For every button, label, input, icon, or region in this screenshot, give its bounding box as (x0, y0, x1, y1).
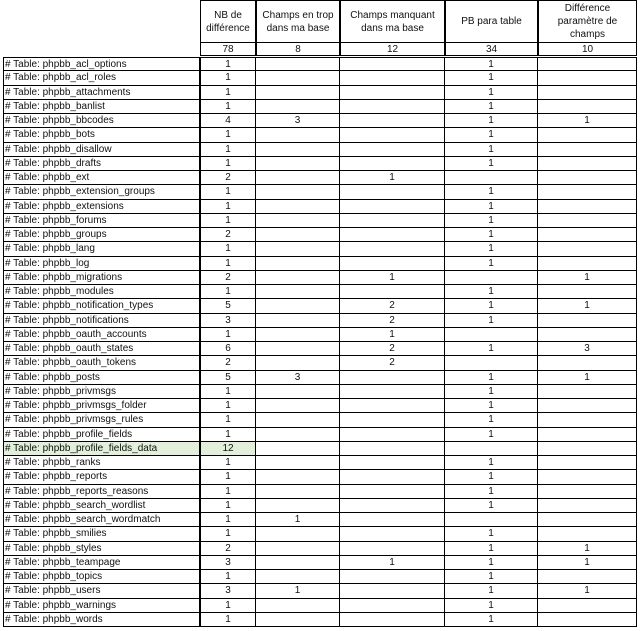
table-row (3, 399, 637, 413)
table-row (3, 185, 637, 199)
column-header-1[interactable]: NB de différence (200, 0, 256, 42)
value-cell-1[interactable]: 12 (200, 442, 256, 456)
value-cell-3[interactable] (340, 584, 445, 598)
value-cell-5[interactable] (538, 399, 637, 413)
table-row (3, 542, 637, 556)
value-cell-2[interactable] (256, 271, 340, 285)
table-row (3, 242, 637, 256)
total-cell-5[interactable]: 10 (538, 42, 637, 56)
column-header-5[interactable]: Différence paramètre de champs (538, 0, 637, 42)
value-cell-4[interactable]: 1 (445, 157, 538, 171)
value-cell-4[interactable]: 1 (445, 570, 538, 584)
total-cell-1[interactable]: 78 (200, 42, 256, 56)
value-cell-4[interactable]: 1 (445, 100, 538, 114)
table-name-cell[interactable]: # Table: phpbb_topics (3, 570, 200, 584)
value-cell-5[interactable] (538, 242, 637, 256)
table-name-cell[interactable]: # Table: phpbb_warnings (3, 599, 200, 613)
value-cell-3[interactable] (340, 485, 445, 499)
value-cell-3[interactable] (340, 214, 445, 228)
value-cell-5[interactable] (538, 413, 637, 427)
value-cell-5[interactable] (538, 385, 637, 399)
value-cell-4[interactable]: 1 (445, 470, 538, 484)
value-cell-3[interactable]: 1 (340, 271, 445, 285)
value-cell-5[interactable] (538, 513, 637, 527)
value-cell-3[interactable] (340, 499, 445, 513)
value-cell-1[interactable]: 4 (200, 114, 256, 128)
value-cell-2[interactable] (256, 413, 340, 427)
value-cell-1[interactable]: 1 (200, 599, 256, 613)
total-cell-2[interactable]: 8 (256, 42, 340, 56)
value-cell-1[interactable]: 2 (200, 542, 256, 556)
table-name-cell[interactable]: # Table: phpbb_acl_options (3, 57, 200, 71)
value-cell-2[interactable] (256, 57, 340, 71)
table-row (3, 385, 637, 399)
value-cell-3[interactable] (340, 371, 445, 385)
table-name-cell[interactable]: # Table: phpbb_acl_roles (3, 71, 200, 85)
value-cell-1[interactable]: 1 (200, 100, 256, 114)
table-name-cell[interactable]: # Table: phpbb_oauth_tokens (3, 356, 200, 370)
table-name-cell[interactable]: # Table: phpbb_styles (3, 542, 200, 556)
value-cell-1[interactable]: 3 (200, 314, 256, 328)
value-cell-3[interactable] (340, 57, 445, 71)
value-cell-5[interactable] (538, 428, 637, 442)
table-row (3, 285, 637, 299)
value-cell-5[interactable]: 3 (538, 342, 637, 356)
value-cell-5[interactable]: 1 (538, 371, 637, 385)
value-cell-4[interactable] (445, 271, 538, 285)
value-cell-4[interactable]: 1 (445, 613, 538, 627)
value-cell-4[interactable]: 1 (445, 485, 538, 499)
value-cell-4[interactable]: 1 (445, 584, 538, 598)
table-name-cell[interactable]: # Table: phpbb_search_wordlist (3, 499, 200, 513)
value-cell-2[interactable] (256, 71, 340, 85)
value-cell-5[interactable]: 1 (538, 271, 637, 285)
table-name-cell[interactable]: # Table: phpbb_lang (3, 242, 200, 256)
table-row (3, 228, 637, 242)
table-name-cell[interactable]: # Table: phpbb_ext (3, 171, 200, 185)
value-cell-4[interactable]: 1 (445, 200, 538, 214)
table-name-cell[interactable]: # Table: phpbb_ranks (3, 456, 200, 470)
table-row (3, 599, 637, 613)
value-cell-2[interactable]: 3 (256, 371, 340, 385)
table-row (3, 171, 637, 185)
table-row (3, 413, 637, 427)
value-cell-2[interactable] (256, 542, 340, 556)
value-cell-5[interactable] (538, 485, 637, 499)
value-cell-1[interactable]: 3 (200, 584, 256, 598)
value-cell-2[interactable] (256, 385, 340, 399)
value-cell-3[interactable] (340, 185, 445, 199)
table-name-cell[interactable]: # Table: phpbb_banlist (3, 100, 200, 114)
value-cell-4[interactable]: 1 (445, 185, 538, 199)
table-name-cell[interactable]: # Table: phpbb_extensions (3, 200, 200, 214)
value-cell-5[interactable] (538, 470, 637, 484)
table-row (3, 71, 637, 85)
value-cell-2[interactable]: 1 (256, 513, 340, 527)
value-cell-2[interactable] (256, 228, 340, 242)
value-cell-5[interactable] (538, 456, 637, 470)
value-cell-5[interactable] (538, 57, 637, 71)
value-cell-4[interactable]: 1 (445, 371, 538, 385)
value-cell-5[interactable] (538, 157, 637, 171)
value-cell-1[interactable]: 1 (200, 527, 256, 541)
table-name-cell[interactable]: # Table: phpbb_bbcodes (3, 114, 200, 128)
value-cell-2[interactable] (256, 428, 340, 442)
value-cell-1[interactable]: 1 (200, 285, 256, 299)
table-row (3, 342, 637, 356)
value-cell-5[interactable] (538, 570, 637, 584)
value-cell-5[interactable] (538, 214, 637, 228)
value-cell-3[interactable] (340, 599, 445, 613)
value-cell-1[interactable]: 5 (200, 299, 256, 313)
table-name-cell[interactable]: # Table: phpbb_migrations (3, 271, 200, 285)
value-cell-4[interactable]: 1 (445, 499, 538, 513)
table-name-cell[interactable]: # Table: phpbb_privmsgs_rules (3, 413, 200, 427)
value-cell-4[interactable]: 1 (445, 599, 538, 613)
value-cell-4[interactable]: 1 (445, 542, 538, 556)
value-cell-1[interactable]: 1 (200, 257, 256, 271)
value-cell-3[interactable]: 1 (340, 171, 445, 185)
value-cell-4[interactable]: 1 (445, 385, 538, 399)
value-cell-2[interactable] (256, 100, 340, 114)
value-cell-3[interactable] (340, 200, 445, 214)
value-cell-2[interactable] (256, 328, 340, 342)
table-row (3, 214, 637, 228)
value-cell-1[interactable]: 5 (200, 371, 256, 385)
column-header-2[interactable]: Champs en trop dans ma base (256, 0, 340, 42)
value-cell-3[interactable] (340, 570, 445, 584)
value-cell-2[interactable] (256, 399, 340, 413)
table-row (3, 584, 637, 598)
value-cell-4[interactable]: 1 (445, 257, 538, 271)
value-cell-1[interactable]: 1 (200, 157, 256, 171)
value-cell-4[interactable]: 1 (445, 527, 538, 541)
value-cell-3[interactable] (340, 527, 445, 541)
value-cell-2[interactable] (256, 171, 340, 185)
value-cell-5[interactable] (538, 171, 637, 185)
value-cell-2[interactable] (256, 342, 340, 356)
value-cell-1[interactable]: 1 (200, 328, 256, 342)
value-cell-1[interactable]: 1 (200, 613, 256, 627)
value-cell-5[interactable] (538, 356, 637, 370)
value-cell-2[interactable] (256, 285, 340, 299)
value-cell-5[interactable] (538, 599, 637, 613)
value-cell-1[interactable]: 1 (200, 499, 256, 513)
table-name-cell[interactable]: # Table: phpbb_notification_types (3, 299, 200, 313)
value-cell-2[interactable] (256, 200, 340, 214)
value-cell-3[interactable] (340, 442, 445, 456)
value-cell-3[interactable] (340, 413, 445, 427)
table-row (3, 143, 637, 157)
value-cell-2[interactable] (256, 527, 340, 541)
value-cell-2[interactable] (256, 128, 340, 142)
table-name-cell[interactable]: # Table: phpbb_disallow (3, 143, 200, 157)
value-cell-3[interactable] (340, 157, 445, 171)
value-cell-5[interactable] (538, 86, 637, 100)
value-cell-1[interactable]: 1 (200, 570, 256, 584)
value-cell-4[interactable]: 1 (445, 86, 538, 100)
value-cell-3[interactable] (340, 100, 445, 114)
value-cell-2[interactable] (256, 299, 340, 313)
table-row (3, 299, 637, 313)
value-cell-4[interactable]: 1 (445, 143, 538, 157)
table-name-cell[interactable]: # Table: phpbb_profile_fields (3, 428, 200, 442)
table-name-cell[interactable]: # Table: phpbb_privmsgs_folder (3, 399, 200, 413)
value-cell-3[interactable] (340, 542, 445, 556)
value-cell-1[interactable]: 1 (200, 385, 256, 399)
value-cell-2[interactable]: 3 (256, 114, 340, 128)
value-cell-2[interactable] (256, 257, 340, 271)
table-name-cell[interactable]: # Table: phpbb_privmsgs (3, 385, 200, 399)
value-cell-2[interactable] (256, 356, 340, 370)
table-name-cell[interactable]: # Table: phpbb_users (3, 584, 200, 598)
table-name-cell[interactable]: # Table: phpbb_modules (3, 285, 200, 299)
value-cell-4[interactable]: 1 (445, 399, 538, 413)
table-name-cell[interactable]: # Table: phpbb_attachments (3, 86, 200, 100)
table-row (3, 456, 637, 470)
value-cell-1[interactable]: 1 (200, 57, 256, 71)
value-cell-1[interactable]: 3 (200, 556, 256, 570)
value-cell-3[interactable] (340, 71, 445, 85)
value-cell-3[interactable] (340, 128, 445, 142)
value-cell-2[interactable] (256, 242, 340, 256)
table-row (3, 328, 637, 342)
value-cell-3[interactable] (340, 114, 445, 128)
value-cell-5[interactable]: 1 (538, 584, 637, 598)
table-row (3, 371, 637, 385)
value-cell-4[interactable]: 1 (445, 128, 538, 142)
value-cell-2[interactable] (256, 185, 340, 199)
value-cell-1[interactable]: 2 (200, 228, 256, 242)
value-cell-2[interactable] (256, 556, 340, 570)
value-cell-1[interactable]: 1 (200, 128, 256, 142)
table-name-cell[interactable]: # Table: phpbb_notifications (3, 314, 200, 328)
value-cell-5[interactable] (538, 499, 637, 513)
value-cell-4[interactable]: 1 (445, 285, 538, 299)
value-cell-1[interactable]: 1 (200, 86, 256, 100)
value-cell-3[interactable] (340, 428, 445, 442)
value-cell-4[interactable]: 1 (445, 556, 538, 570)
value-cell-4[interactable] (445, 513, 538, 527)
table-row (3, 513, 637, 527)
value-cell-4[interactable]: 1 (445, 228, 538, 242)
value-cell-1[interactable]: 1 (200, 456, 256, 470)
value-cell-5[interactable]: 1 (538, 556, 637, 570)
value-cell-1[interactable]: 1 (200, 143, 256, 157)
value-cell-4[interactable] (445, 328, 538, 342)
table-row (3, 128, 637, 142)
table-name-cell[interactable]: # Table: phpbb_oauth_accounts (3, 328, 200, 342)
value-cell-4[interactable]: 1 (445, 342, 538, 356)
table-name-cell[interactable]: # Table: phpbb_words (3, 613, 200, 627)
table-row (3, 470, 637, 484)
table-row (3, 570, 637, 584)
value-cell-3[interactable]: 1 (340, 328, 445, 342)
value-cell-1[interactable]: 1 (200, 242, 256, 256)
table-name-cell[interactable]: # Table: phpbb_log (3, 257, 200, 271)
table-name-cell[interactable]: # Table: phpbb_forums (3, 214, 200, 228)
table-row (3, 114, 637, 128)
table-name-cell[interactable]: # Table: phpbb_reports (3, 470, 200, 484)
value-cell-5[interactable]: 1 (538, 114, 637, 128)
table-name-cell[interactable]: # Table: phpbb_search_wordmatch (3, 513, 200, 527)
table-row (3, 356, 637, 370)
table-row (3, 100, 637, 114)
value-cell-5[interactable] (538, 200, 637, 214)
value-cell-3[interactable]: 2 (340, 356, 445, 370)
table-row (3, 613, 637, 627)
value-cell-2[interactable] (256, 613, 340, 627)
value-cell-2[interactable] (256, 214, 340, 228)
value-cell-3[interactable] (340, 228, 445, 242)
value-cell-2[interactable] (256, 86, 340, 100)
value-cell-4[interactable]: 1 (445, 242, 538, 256)
table-row (3, 314, 637, 328)
value-cell-4[interactable]: 1 (445, 214, 538, 228)
table-row (3, 527, 637, 541)
value-cell-4[interactable] (445, 442, 538, 456)
value-cell-1[interactable]: 1 (200, 485, 256, 499)
value-cell-2[interactable]: 1 (256, 584, 340, 598)
value-cell-5[interactable] (538, 71, 637, 85)
value-cell-3[interactable] (340, 456, 445, 470)
value-cell-2[interactable] (256, 485, 340, 499)
value-cell-2[interactable] (256, 470, 340, 484)
value-cell-5[interactable] (538, 128, 637, 142)
value-cell-1[interactable]: 1 (200, 470, 256, 484)
value-cell-1[interactable]: 1 (200, 200, 256, 214)
value-cell-5[interactable] (538, 185, 637, 199)
value-cell-3[interactable] (340, 143, 445, 157)
value-cell-3[interactable]: 2 (340, 342, 445, 356)
value-cell-4[interactable]: 1 (445, 413, 538, 427)
value-cell-3[interactable]: 2 (340, 299, 445, 313)
column-header-4[interactable]: PB para table (445, 0, 538, 42)
value-cell-3[interactable] (340, 242, 445, 256)
value-cell-1[interactable]: 1 (200, 185, 256, 199)
value-cell-3[interactable] (340, 257, 445, 271)
value-cell-5[interactable] (538, 285, 637, 299)
value-cell-1[interactable]: 1 (200, 513, 256, 527)
column-header-3[interactable]: Champs manquant dans ma base (340, 0, 445, 42)
value-cell-5[interactable] (538, 143, 637, 157)
table-row (3, 556, 637, 570)
value-cell-5[interactable] (538, 442, 637, 456)
table-name-cell[interactable]: # Table: phpbb_smilies (3, 527, 200, 541)
table-row (3, 428, 637, 442)
table-name-cell[interactable]: # Table: phpbb_reports_reasons (3, 485, 200, 499)
table-row (3, 442, 637, 456)
value-cell-2[interactable] (256, 442, 340, 456)
value-cell-5[interactable] (538, 228, 637, 242)
table-name-cell[interactable]: # Table: phpbb_bots (3, 128, 200, 142)
value-cell-5[interactable]: 1 (538, 299, 637, 313)
value-cell-2[interactable] (256, 599, 340, 613)
table-row (3, 271, 637, 285)
table-name-cell[interactable]: # Table: phpbb_groups (3, 228, 200, 242)
value-cell-4[interactable]: 1 (445, 299, 538, 313)
table-row (3, 200, 637, 214)
value-cell-5[interactable] (538, 314, 637, 328)
value-cell-1[interactable]: 1 (200, 399, 256, 413)
table-name-cell[interactable]: # Table: phpbb_extension_groups (3, 185, 200, 199)
value-cell-1[interactable]: 1 (200, 413, 256, 427)
table-name-cell[interactable]: # Table: phpbb_posts (3, 371, 200, 385)
value-cell-2[interactable] (256, 570, 340, 584)
table-name-cell[interactable]: # Table: phpbb_oauth_states (3, 342, 200, 356)
value-cell-3[interactable] (340, 86, 445, 100)
value-cell-3[interactable] (340, 399, 445, 413)
value-cell-5[interactable] (538, 328, 637, 342)
value-cell-3[interactable]: 2 (340, 314, 445, 328)
value-cell-4[interactable] (445, 356, 538, 370)
table-row (3, 257, 637, 271)
value-cell-4[interactable]: 1 (445, 114, 538, 128)
value-cell-1[interactable]: 1 (200, 428, 256, 442)
value-cell-1[interactable]: 6 (200, 342, 256, 356)
value-cell-2[interactable] (256, 499, 340, 513)
value-cell-5[interactable] (538, 100, 637, 114)
value-cell-1[interactable]: 2 (200, 356, 256, 370)
value-cell-2[interactable] (256, 157, 340, 171)
value-cell-2[interactable] (256, 143, 340, 157)
value-cell-3[interactable] (340, 513, 445, 527)
value-cell-5[interactable] (538, 527, 637, 541)
value-cell-4[interactable]: 1 (445, 428, 538, 442)
value-cell-5[interactable] (538, 257, 637, 271)
table-name-cell[interactable]: # Table: phpbb_teampage (3, 556, 200, 570)
value-cell-4[interactable]: 1 (445, 314, 538, 328)
table-name-cell[interactable]: # Table: phpbb_profile_fields_data (3, 442, 200, 456)
value-cell-3[interactable] (340, 470, 445, 484)
total-cell-4[interactable]: 34 (445, 42, 538, 56)
value-cell-3[interactable] (340, 285, 445, 299)
table-row (3, 499, 637, 513)
value-cell-5[interactable] (538, 613, 637, 627)
table-row (3, 157, 637, 171)
value-cell-1[interactable]: 2 (200, 171, 256, 185)
value-cell-1[interactable]: 1 (200, 214, 256, 228)
value-cell-1[interactable]: 2 (200, 271, 256, 285)
value-cell-1[interactable]: 1 (200, 71, 256, 85)
table-row (3, 485, 637, 499)
value-cell-3[interactable] (340, 613, 445, 627)
total-cell-3[interactable]: 12 (340, 42, 445, 56)
value-cell-4[interactable]: 1 (445, 57, 538, 71)
table-row (3, 57, 637, 71)
value-cell-4[interactable] (445, 171, 538, 185)
value-cell-5[interactable]: 1 (538, 542, 637, 556)
value-cell-2[interactable] (256, 456, 340, 470)
value-cell-3[interactable] (340, 385, 445, 399)
value-cell-2[interactable] (256, 314, 340, 328)
value-cell-3[interactable]: 1 (340, 556, 445, 570)
table-row (3, 86, 637, 100)
value-cell-4[interactable]: 1 (445, 456, 538, 470)
value-cell-4[interactable]: 1 (445, 71, 538, 85)
table-name-cell[interactable]: # Table: phpbb_drafts (3, 157, 200, 171)
